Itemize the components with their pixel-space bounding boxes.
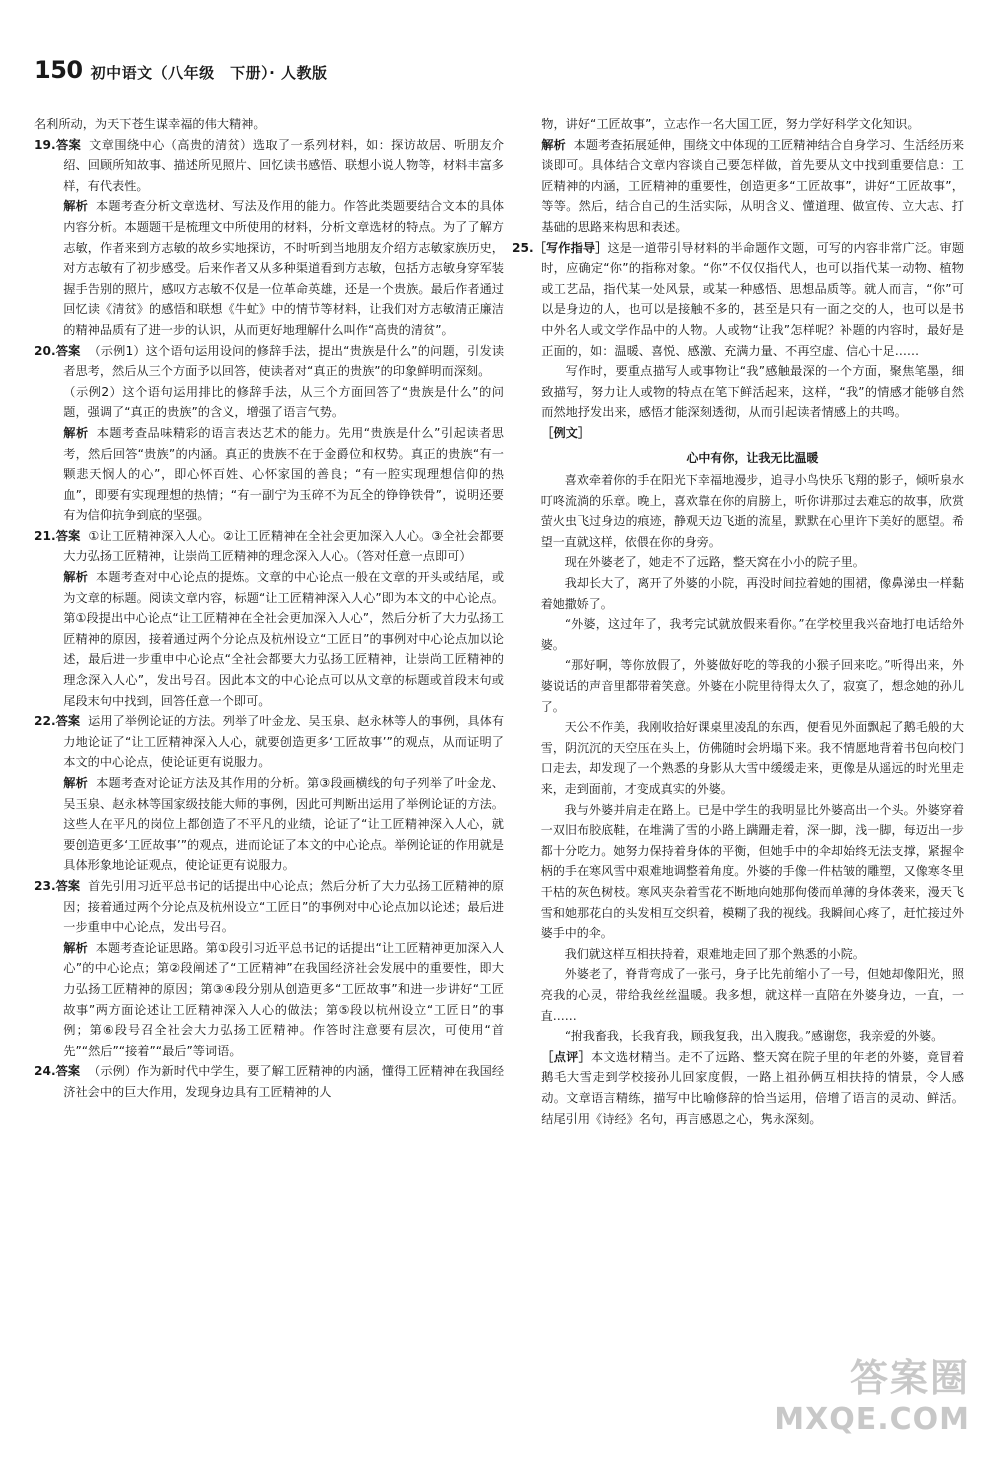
example-essay — [512, 448, 964, 1047]
essay-paragraph: 外婆老了，脊背弯成了一张弓，身子比先前缩小了一号，但她却像阳光，照亮我的心灵，带给我丝丝温暖。我多想，就这样一直陪在外婆身边，一直，一直…… — [540, 967, 964, 1023]
q20-answer-2: （示例2）这个语句运用排比的修辞手法，从三个方面回答了“贵族是什么”的问题，强调了“真正的贵族”的含义，增强了语言气势。 — [63, 384, 504, 420]
book-title: 初中语文（八年级 下册）· 人教版 — [90, 64, 328, 82]
intro-text: 名利所动，为天下苍生谋幸福的伟大精神。 — [34, 117, 266, 131]
right-column — [512, 114, 964, 1129]
q19-analysis: 解析 本题考查分析文章选材、写法及作用的能力。作答此类题要结合文本的具体内容分析。本题题干是梳理文中所使用的材料，分析文章选材的特点。为了了解方志敏，作者来到方志敏的故乡实地探访，不时听到当地朋友介绍方志敏家族历史，对方志敏有了初步感受。后来作者又从多种渠道看到方志敏，包括方志敏身穿军装握手告别的照片，感叹方志敏不仅是一位革命英雄，还是一个贵族。最后作者通过回忆读《清贫》的感悟和联想《牛虻》中的情节等材料，让我们对方志敏清正廉洁的精神品质有了进一步的认识，从而更好地理解什么叫作“高贵的清贫”。 — [63, 199, 505, 337]
q21-analysis: 解析 本题考查对中心论点的提炼。文章的中心论点一般在文章的开头或结尾，或为文章的标题。阅读文章内容，标题“让工匠精神深入人心”即为本文的中心论点。第①段提出中心论点“让工匠精神在全社会更加深入人心”，然后分析了大力弘扬工匠精神的原因，接着通过两个分论点及杭州设立“工匠日”的事例对中心论点加以论述，最后进一步重申中心论点“全社会都要大力弘扬工匠精神，让崇尚工匠精神的理念深入人心”，发出号召。因此本文的中心论点可以从文章的标题或首段末句或尾段末句中找到，回答任意一个即可。 — [63, 570, 505, 708]
example-label: ［例文］ — [541, 425, 591, 440]
essay-title: 心中有你，让我无比温暖 — [686, 450, 819, 465]
essay-paragraph: 喜欢牵着你的手在阳光下幸福地漫步，追寻小鸟快乐飞翔的影子，倾听泉水叮咚流淌的乐章。晚上，喜欢靠在你的肩膀上，听你讲那过去难忘的故事，欣赏萤火虫飞过身边的痕迹，静观天边飞逝的流星，默默在心里许下美好的愿望。希望一直就这样，依偎在你的身旁。 — [540, 473, 964, 549]
essay-paragraph: “外婆，这过年了，我考完试就放假来看你。”在学校里我兴奋地打电话给外婆。 — [540, 617, 964, 652]
q20-answer: 20.答案 （示例1）这个语句运用设问的修辞手法，提出“贵族是什么”的问题，引发读者思考，然后从三个方面予以回答，使读者对“真正的贵族”的印象鲜明而深刻。 — [34, 343, 505, 379]
essay-paragraph: 我却长大了，离开了外婆的小院，再没时间拉着她的围裙，像鼻涕虫一样黏着她撒娇了。 — [540, 576, 964, 611]
q22-analysis: 解析 本题考查对论证方法及其作用的分析。第③段画横线的句子列举了叶金龙、吴玉泉、赵永林等国家级技能大师的事例，因此可判断出运用了举例论证的方法。这些人在平凡的岗位上都创造了不平凡的业绩，论证了“让工匠精神深入人心，就要创造更多‘工匠故事’”的观点，进而论证了本文的中心论点。举例论证的作用就是具体形象地论证观点，使论证更有说服力。 — [63, 776, 504, 873]
essay-comment: ［点评］本文选材精当。走不了远路、整天窝在院子里的年老的外婆，竟冒着鹅毛大雪走到学校接孙儿回家度假，一路上祖孙俩互相扶持的情景，令人感动。文章语言精练，描写中比喻修辞的恰当运用，倍增了语言的灵动、鲜活。结尾引用《诗经》名句，再言感恩之心，隽永深刻。 — [541, 1049, 965, 1126]
essay-paragraph: “那好啊，等你放假了，外婆做好吃的等我的小猴子回来吃。”听得出来，外婆说话的声音里都带着笑意。外婆在小院里待得太久了，寂寞了，想念她的孙儿了。 — [540, 658, 964, 714]
q24-analysis: 解析 本题考查拓展延伸，围绕文中体现的工匠精神结合自身学习、生活经历来谈即可。具体结合文章内容谈自己要怎样做，首先要从文中找到重要信息：工匠精神的内涵，工匠精神的重要性，创造更多“工匠故事”，讲好“工匠故事”，等等。然后，结合自己的生活实际，从明含义、懂道理、做宣传、立大志、打基础的思路来构思和表述。 — [541, 137, 965, 234]
left-column — [34, 114, 504, 1103]
q24-answer: 24.答案 （示例）作为新时代中学生，要了解工匠精神的内涵，懂得工匠精神在我国经济社会中的巨大作用，发现身边具有工匠精神的人 — [34, 1064, 505, 1099]
watermark-url: MXQE.COM — [774, 1402, 970, 1437]
q21-answer: 21.答案 ①让工匠精神深入人心。②让工匠精神在全社会更加深入人心。③全社会都要大力弘扬工匠精神，让崇尚工匠精神的理念深入人心。（答对任意一点即可） — [34, 528, 504, 564]
q23-analysis: 解析 本题考查论证思路。第①段引习近平总书记的话提出“让工匠精神更加深入人心”的中心论点；第②段阐述了“工匠精神”在我国经济社会发展中的重要性，即大力弘扬工匠精神的原因；第③④段分别从创造更多“工匠故事”和进一步讲好“工匠故事”两方面论述让工匠精神深入人心的做法；第⑤段以杭州设立“工匠日”的事例；第⑥段号召全社会大力弘扬工匠精神。作答时注意要有层次，可使用“首先”“然后”“接着”“最后”等词语。 — [63, 940, 505, 1058]
q24-answer-continued: 物，讲好“工匠故事”，立志作一名大国工匠，努力学好科学文化知识。 — [541, 117, 920, 131]
q20-analysis: 解析 本题考查品味精彩的语言表达艺术的能力。先用“贵族是什么”引起读者思考，然后回答“贵族”的内涵。真正的贵族不在于金爵位和权势。真正的贵族“有一颗悲天悯人的心”，即心怀百姓、心怀家国的善良；“有一腔实现理想信仰的热血”，即要有实现理想的热情；“有一副宁为玉碎不为瓦全的铮铮铁骨”，说明还要有为信仰抗争到底的坚强。 — [63, 425, 504, 523]
page-header — [34, 56, 494, 90]
q19-answer: 19.答案 文章围绕中心（高贵的清贫）选取了一系列材料，如：探访故居、听朋友介绍、回顾所知故事、描述所见照片、回忆读书感悟、联想小说人物等，材料丰富多样，有代表性。 — [34, 137, 505, 193]
q22-answer: 22.答案 运用了举例论证的方法。列举了叶金龙、吴玉泉、赵永林等人的事例，具体有力地论证了“让工匠精神深入人心，就要创造更多‘工匠故事’”的观点，从而证明了本文的中心论点，使论证更有说服力。 — [34, 714, 505, 770]
essay-paragraph: 天公不作美，我刚收拾好课桌里凌乱的东西，便看见外面飘起了鹅毛般的大雪，阴沉沉的天空压在头上，仿佛随时会坍塌下来。我不情愿地背着书包向校门口走去，却发现了一个熟悉的身影从大雪中缓缓走来，更像是从遥远的时光里走来，走到面前，才变成真实的外婆。 — [540, 720, 964, 796]
essay-paragraph: 我们就这样互相扶持着，艰难地走回了那个熟悉的小院。 — [564, 946, 865, 961]
essay-paragraph: 现在外婆老了，她走不了远路，整天窝在小小的院子里。 — [564, 555, 865, 570]
page-number: 150 — [34, 56, 83, 84]
watermark — [774, 1347, 970, 1437]
essay-paragraph: “拊我畜我，长我育我，顾我复我，出入腹我。”感谢您，我亲爱的外婆。 — [564, 1029, 944, 1044]
essay-paragraph: 我与外婆并肩走在路上。已是中学生的我明显比外婆高出一个头。外婆穿着一双旧布胶底鞋，在堆满了雪的小路上蹒跚走着，深一脚，浅一脚，每迈出一步都十分吃力。她努力保持着身体的平衡，但她手中的伞却始终无法支撑，紧握伞柄的手在寒风雪中艰难地调整着角度。外婆的手像一件枯皱的雕塑，又像寒冬里干枯的灰色树枝。寒风夹杂着雪花不断地向她那佝偻而单薄的身体袭来，漫天飞雪和她那花白的头发相互交织着，模糊了我的视线。我瞬间心疼了，赶忙接过外婆手中的伞。 — [540, 802, 964, 941]
q25-writing-guide-2: 写作时，要重点描写人或事物让“我”感触最深的一个方面，聚焦笔墨，细致描写，努力让人或物的特点在笔下鲜活起来，这样，“我”的情感才能够自然而然地抒发出来，感悟才能深刻透彻，从而引起读者情感上的共鸣。 — [541, 364, 964, 420]
q23-answer: 23.答案 首先引用习近平总书记的话提出中心论点；然后分析了大力弘扬工匠精神的原因；接着通过两个分论点及杭州设立“工匠日”的事例对中心论点加以论述；最后进一步重申中心论点，发出号召。 — [34, 878, 505, 935]
q25-writing-guide: 25.［写作指导］这是一道带引导材料的半命题作文题，可写的内容非常广泛。审题时，应确定“你”的指称对象。“你”不仅仅指代人，也可以指代某一动物、植物或工艺品，指代某一处风景，或某一种感悟、思想品质等。就人而言，“你”可以是身边的人，也可以是接触不多的，甚至是只有一面之交的人，也可以是书中外名人或文学作品中的人物。人或物“让我”怎样呢？补题的内容时，最好是正面的，如：温暖、喜悦、感激、充满力量、不再空虚、信心十足…… — [512, 240, 965, 358]
watermark-logo: 答案圈 — [849, 1356, 970, 1400]
